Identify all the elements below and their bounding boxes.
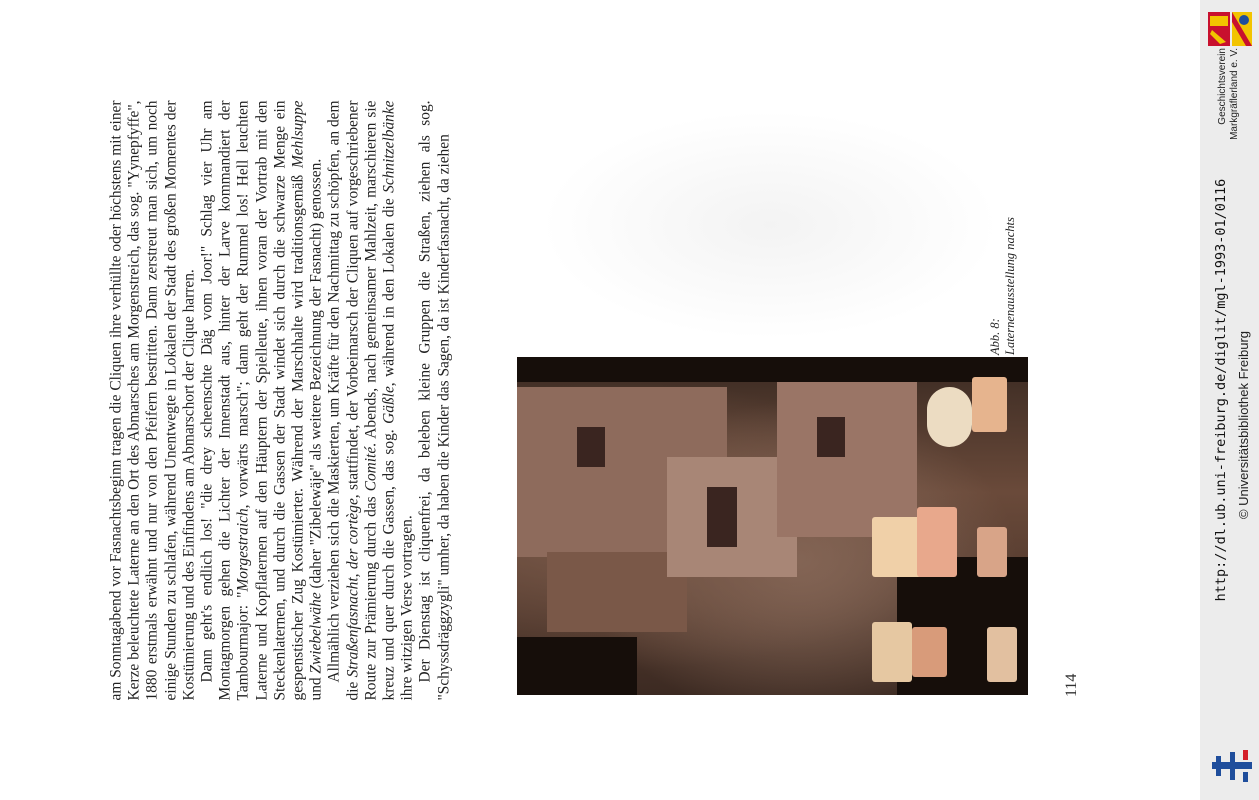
- caption-text: Laternenausstellung nachts: [1003, 217, 1017, 355]
- italic-run: Straßenfasnacht, der cortège,: [343, 493, 361, 677]
- lantern-photo: [517, 357, 1028, 695]
- text-run: , während in den Lokalen die: [380, 192, 398, 386]
- caption-label: Abb. 8:: [988, 318, 1002, 355]
- text-run: , vorwärts marsch"; dann geht der Rummel los! Hell leuchten Laterne und Kopflaternen auf den Häuptern der Spielleute, ihnen voran der Vortrab mit den Steckenlaternen, und durch die Gassen der Stadt windet sich durch die schwarze Menge ein gespenstischer Zug Kostümierter. Während der Marschhalte wird traditionsgemäß: [234, 100, 307, 700]
- text-run: und: [307, 673, 325, 700]
- copyright-notice: © Universitätsbibliothek Freiburg: [1236, 330, 1251, 520]
- italic-run: Mehlsuppe: [289, 100, 307, 168]
- text-run: stattfindet, der Vorbeimarsch der Cliquen auf vorgeschriebener Route zur Prämierung durch das: [343, 100, 379, 700]
- italic-run: Gäßle: [380, 385, 398, 424]
- ub-freiburg-logo-icon: [1210, 748, 1254, 784]
- text-run: Dann geht's endlich los! "die drey scheenschte Däg vom Joor!" Schlag vier Uhr am Montagmorgen gehen die Lichter der Innenstadt aus, hinter der Larve kommandiert der Tambourmajor: ": [198, 100, 252, 700]
- text-run: ihre witzigen Verse vortragen.: [398, 514, 416, 700]
- italic-run: Comité: [361, 446, 379, 491]
- paragraph: [416, 100, 452, 700]
- italic-run: Schnitzelbänke: [380, 99, 398, 193]
- page-number: 114: [1063, 673, 1080, 697]
- cathedral-tower-right: [777, 377, 917, 537]
- italic-run: Morgestraich: [234, 507, 252, 592]
- society-line-2: Markgräflerland e. V.: [1229, 48, 1240, 140]
- text-run: Der Dienstag ist cliquenfrei, da beleben kleine Gruppen die Straßen, ziehen als sog. "Schyssdräggzygli" umher, da haben die Kinder das Sagen, da ist Kinderfasnacht, da ziehen: [416, 100, 452, 700]
- figure-caption: [988, 105, 1028, 355]
- paragraph: [107, 100, 198, 700]
- lantern: [977, 527, 1007, 577]
- text-run: . Abends, nach gemeinsamer Mahlzeit, marschieren sie kreuz und quer durch die Gassen, das sog.: [361, 100, 398, 700]
- italic-run: Zwiebelwähe: [307, 591, 325, 674]
- text-run: Allmählich verziehen sich die Maskierten, um Kräfte für den Nachmittag zu schöpfen, an dem die: [325, 100, 361, 700]
- lantern: [972, 377, 1007, 432]
- paragraph: [325, 100, 416, 700]
- lantern: [872, 517, 922, 577]
- text-run: am Sonntagabend vor Fasnachtsbeginn tragen die Cliquen ihre verhüllte oder höchstens mit einer Kerze beleuchtete Laterne an den Ort des Abmarsches am Morgenstreich, das sog. "Yynepfyffe", 1880 erstmals erwähnt und nur von den Pfeifern bestritten. Dann zerstreut man sich, um noch einige Stunden zu schlafen, während Unentwegte in Lokalen der Stadt des großen Momentes der Kostümierung und des Einfindens am Abmarschort der Clique harren.: [107, 100, 197, 700]
- lantern: [912, 627, 947, 677]
- lantern: [917, 507, 957, 577]
- paragraph: [198, 100, 325, 700]
- faded-background-area: [540, 110, 1000, 340]
- lantern: [987, 627, 1017, 682]
- society-crest-icon: [1206, 8, 1254, 50]
- lantern: [872, 622, 912, 682]
- permalink-url[interactable]: http://dl.ub.uni-freiburg.de/diglit/mgl-1993-01/0116: [1213, 178, 1229, 602]
- text-run: (daher "Zibelewäje" als weitere Bezeichnung der Fasnacht) genossen.: [307, 158, 325, 592]
- body-text: [107, 100, 470, 700]
- society-line-1: Geschichtsverein: [1217, 48, 1228, 125]
- lantern: [927, 387, 972, 447]
